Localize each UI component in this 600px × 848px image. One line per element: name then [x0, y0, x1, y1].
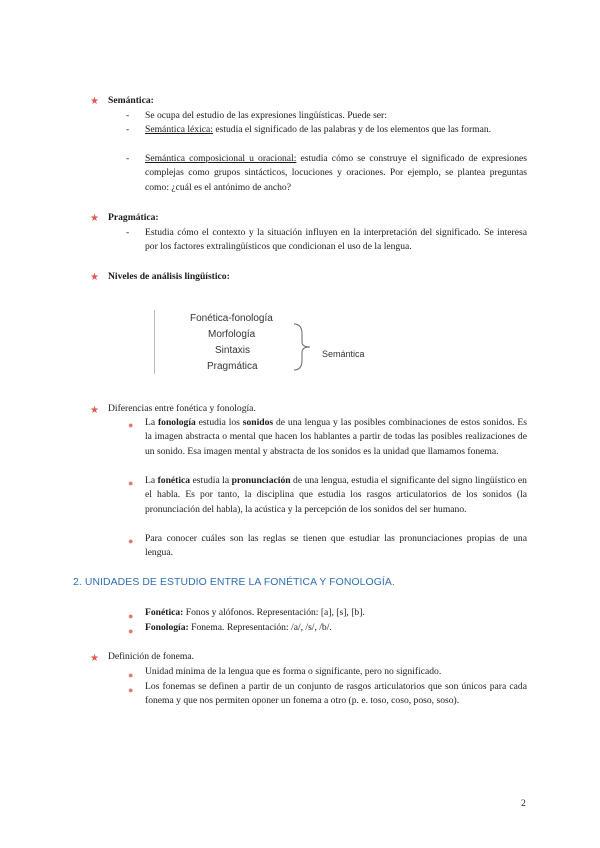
dash-bullet: - — [126, 153, 130, 164]
dash-bullet: - — [126, 227, 130, 238]
diagram-item-morfologia: Morfología — [208, 329, 256, 340]
fonologia-paragraph — [145, 416, 527, 459]
dot-bullet-icon: ● — [128, 626, 134, 636]
fonetica-pre: La — [145, 475, 158, 486]
dot-bullet-icon: ● — [128, 478, 134, 488]
star-bullet-icon: ★ — [90, 272, 99, 283]
pragmatica-text: Estudia cómo el contexto y la situación influyen en la interpretación del significado. Se interesa por los factores extralingüísticos que condicionan el uso de la lengua. — [145, 227, 527, 253]
semantica-composicional-term: Semántica composicional u oracional: — [145, 153, 297, 164]
diagram-left-rule — [154, 310, 155, 374]
pragmatica-heading: Pragmática: — [108, 212, 159, 223]
section-2-heading: 2. UNIDADES DE ESTUDIO ENTRE LA FONÉTICA Y FONOLOGÍA. — [73, 577, 395, 588]
diagram-item-fonetica-fonologia: Fonética-fonología — [190, 313, 273, 324]
fonologia-mid: estudia los — [195, 417, 243, 428]
page-number: 2 — [521, 798, 526, 809]
diagram-item-pragmatica: Pragmática — [207, 361, 258, 372]
semantica-lexica-term: Semántica léxica: — [145, 124, 213, 135]
fonetica-term: fonética — [157, 475, 191, 486]
fonologia-post: de una lengua y las posibles combinaciones de estos sonidos. Es la imagen abstracta o mental que hacen los hablantes a partir de todas las posibles realizaciones de un sonido. Esa imagen mental y abstracta de los sonidos es la unidad que llamamos fonema. — [145, 417, 527, 457]
fonetica-term2: pronunciación — [231, 475, 291, 486]
diferencias-heading: Diferencias entre fonética y fonología. — [108, 403, 256, 414]
star-bullet-icon: ★ — [90, 653, 99, 664]
section2-fonetica-term: Fonética: — [145, 607, 184, 618]
section2-fonologia — [145, 621, 527, 635]
dash-bullet: - — [126, 110, 130, 121]
fonologia-pre: La — [145, 417, 158, 428]
star-bullet-icon: ★ — [90, 213, 99, 224]
fonologia-term2: sonidos — [242, 417, 274, 428]
section2-fonologia-term: Fonología: — [145, 622, 189, 633]
semantica-composicional — [145, 152, 527, 195]
dot-bullet-icon: ● — [128, 670, 134, 680]
section2-fonologia-text: Fonema. Representación: /a/, /s/, /b/. — [188, 622, 332, 633]
fonetica-paragraph — [145, 474, 527, 517]
curly-brace-icon — [292, 322, 316, 372]
fonema-heading: Definición de fonema. — [108, 651, 195, 662]
diagram-brace-label: Semántica — [322, 349, 365, 359]
niveles-diagram — [150, 308, 380, 376]
semantica-lexica — [145, 123, 527, 137]
fonetica-post: de una lengua, estudia el significante del signo lingüístico en el habla. Es por tanto, la disciplina que estudia los rasgos articulatorios de los sonidos (la pronunciación del habla), la acústica y la percepción de los sonidos del ser humano. — [145, 475, 527, 515]
dash-bullet: - — [126, 124, 130, 135]
fonema-item-2: Los fonemas se definen a partir de un conjunto de rasgos articulatorios que son únicos para cada fonema y que nos permiten oponer un fonema a otro (p. e. toso, coso, poso, soso). — [145, 681, 527, 707]
star-bullet-icon: ★ — [90, 405, 99, 416]
semantica-intro: Se ocupa del estudio de las expresiones lingüísticas. Puede ser: — [145, 110, 387, 121]
fonologia-term: fonología — [157, 417, 196, 428]
conocer-paragraph: Para conocer cuáles son las reglas se tienen que estudiar las pronunciaciones propias de una lengua. — [145, 533, 527, 559]
diagram-item-sintaxis: Sintaxis — [215, 345, 251, 356]
semantica-heading: Semántica: — [108, 95, 154, 106]
dot-bullet-icon: ● — [128, 536, 134, 546]
fonetica-mid: estudia la — [190, 475, 232, 486]
section2-fonetica — [145, 606, 527, 620]
fonema-item-1: Unidad mínima de la lengua que es forma o significante, pero no significado. — [145, 666, 442, 677]
star-bullet-icon: ★ — [90, 96, 99, 107]
dot-bullet-icon: ● — [128, 420, 134, 430]
semantica-lexica-text: estudia el significado de las palabras y de los elementos que las forman. — [212, 124, 492, 135]
dot-bullet-icon: ● — [128, 685, 134, 695]
dot-bullet-icon: ● — [128, 611, 134, 621]
semantica-composicional-text: estudia cómo se construye el significado de expresiones complejas como grupos sintácticos, locuciones y oraciones. Por ejemplo, se plantea preguntas como: ¿cuál es el antónimo de ancho? — [145, 153, 527, 193]
niveles-heading: Niveles de análisis lingüístico: — [108, 271, 230, 282]
section2-fonetica-text: Fonos y alófonos. Representación: [a], [s], [b]. — [183, 607, 365, 618]
